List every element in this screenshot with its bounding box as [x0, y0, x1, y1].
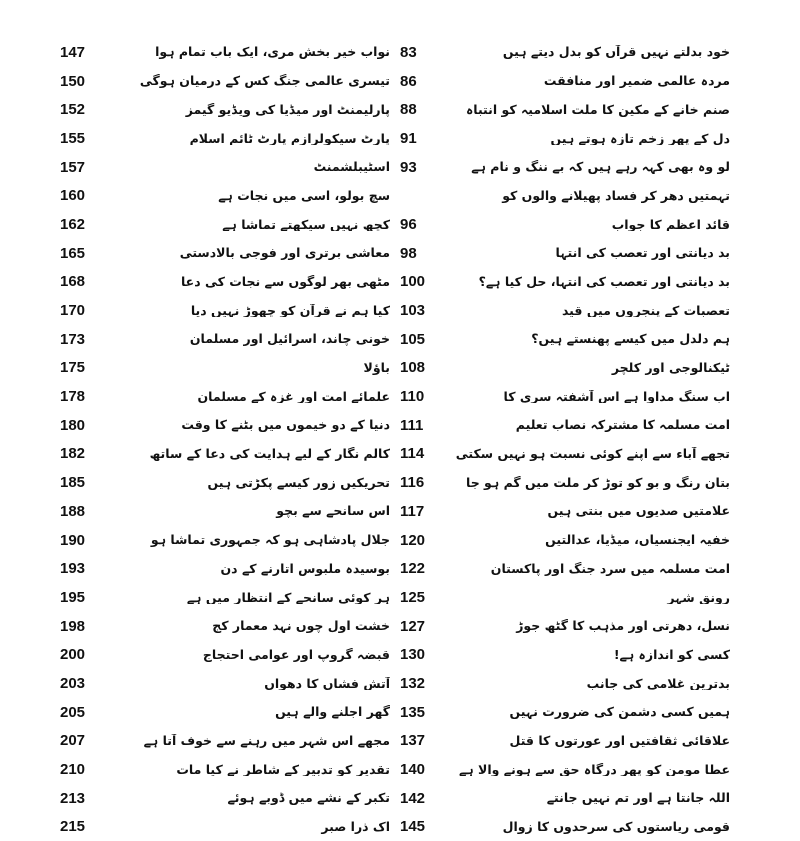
- toc-entry-title: تہمتیں دھر کر فساد پھیلانے والوں کو: [502, 188, 730, 203]
- toc-entry-title: سچ بولو، اسی میں نجات ہے: [218, 188, 390, 203]
- toc-entry-title: خفیہ ایجنسیاں، میڈیا، عدالتیں: [545, 533, 730, 547]
- toc-entry: [60, 784, 390, 813]
- toc-entry-title: مجھے اس شہر میں رہنے سے خوف آتا ہے: [143, 733, 390, 748]
- toc-entry: [400, 153, 730, 182]
- toc-page-number: 147: [60, 43, 86, 61]
- toc-page-number: 173: [60, 330, 86, 348]
- toc-page-number: 103: [400, 302, 426, 320]
- toc-page-number: 190: [60, 531, 86, 549]
- toc-entry-title: معاشی برتری اور فوجی بالادستی: [179, 246, 390, 261]
- toc-entry-title: امت مسلمہ میں سرد جنگ اور پاکستان: [490, 561, 730, 576]
- toc-entry-title: خشت اول چوں نہد معمار کج: [212, 619, 390, 633]
- toc-entry: [400, 95, 730, 124]
- toc-entry-title: مردہ عالمی ضمیر اور منافقت: [543, 74, 730, 88]
- toc-entry-title: تجھے آباء سے اپنے کوئی نسبت ہو نہیں سکتی: [455, 447, 730, 461]
- toc-page-number: 142: [400, 789, 426, 807]
- toc-page-number: 108: [400, 359, 426, 377]
- toc-entry: [60, 382, 390, 411]
- toc-page-number: 165: [60, 244, 86, 262]
- toc-entry: [60, 698, 390, 727]
- toc-page-number: 135: [400, 703, 426, 721]
- toc-entry: [400, 554, 730, 583]
- toc-page-number: 205: [60, 703, 86, 721]
- toc-entry: [400, 669, 730, 698]
- toc-page-number: 198: [60, 617, 86, 635]
- toc-entry: [60, 612, 390, 641]
- toc-entry-title: نسل، دھرتی اور مذہب کا گٹھ جوڑ: [516, 619, 730, 633]
- toc-entry-title: تحریکیں زور کیسے پکڑتی ہیں: [207, 475, 390, 490]
- toc-entry: [400, 612, 730, 641]
- toc-page-number: 116: [400, 474, 425, 492]
- toc-column-left: [60, 38, 390, 841]
- toc-entry-title: مٹھی بھر لوگوں سے نجات کی دعا: [180, 274, 390, 289]
- toc-page-number: 207: [60, 732, 86, 750]
- toc-page-number: 162: [60, 215, 86, 233]
- toc-entry: [400, 268, 730, 297]
- toc-entry-title: رونق شہر: [667, 590, 730, 605]
- toc-entry: [60, 554, 390, 583]
- toc-entry: [400, 698, 730, 727]
- toc-entry: [60, 755, 390, 784]
- toc-entry-title: نواب خیر بخش مری، ایک باب تمام ہوا: [155, 45, 390, 60]
- toc-entry: [60, 296, 390, 325]
- toc-entry: [60, 813, 390, 841]
- toc-entry: [60, 38, 390, 67]
- toc-page-number: 125: [400, 588, 426, 606]
- toc-page-number: 88: [400, 101, 417, 119]
- toc-page-number: 210: [60, 761, 86, 779]
- toc-entry: [400, 210, 730, 239]
- toc-page-number: 145: [400, 818, 426, 836]
- toc-entry: [400, 784, 730, 813]
- toc-page-number: 120: [400, 531, 426, 549]
- toc-entry: [400, 124, 730, 153]
- toc-entry: [60, 640, 390, 669]
- toc-entry: [400, 755, 730, 784]
- toc-entry-title: امت مسلمہ کا مشترکہ نصاب تعلیم: [515, 418, 730, 433]
- toc-entry-title: بدترین غلامی کی جانب: [586, 676, 730, 691]
- toc-page-number: 170: [60, 302, 86, 320]
- toc-entry: [400, 325, 730, 354]
- toc-entry-title: ہمیں کسی دشمن کی ضرورت نہیں: [509, 705, 730, 720]
- toc-page-number: 127: [400, 617, 426, 635]
- toc-page-number: 91: [400, 129, 417, 147]
- toc-entry: [400, 440, 730, 469]
- toc-entry-title: صنم خانے کے مکین کا ملت اسلامیہ کو انتباہ: [465, 102, 730, 117]
- toc-page-number: 105: [400, 330, 426, 348]
- toc-entry-title: تیسری عالمی جنگ کس کے درمیان ہوگی: [139, 74, 390, 88]
- toc-page-number: 160: [60, 187, 86, 205]
- toc-page-number: 111: [400, 416, 424, 434]
- toc-entry: [400, 526, 730, 555]
- toc-page-number: 203: [60, 674, 86, 692]
- toc-entry-title: لو وہ بھی کہہ رہے ہیں کہ بے ننگ و نام ہے: [471, 160, 730, 174]
- toc-entry: [60, 583, 390, 612]
- toc-page-number: 213: [60, 789, 86, 807]
- toc-column-right: [400, 38, 730, 841]
- toc-entry-title: آتش فشاں کا دھواں: [264, 676, 390, 691]
- toc-entry: [400, 411, 730, 440]
- toc-page-number: 83: [400, 43, 417, 61]
- toc-entry: [400, 181, 730, 210]
- toc-page-number: 188: [60, 502, 86, 520]
- toc-entry: [60, 67, 390, 96]
- toc-entry-title: بد دیانتی اور تعصب کی انتہا، حل کیا ہے؟: [478, 274, 730, 289]
- toc-entry: [60, 181, 390, 210]
- toc-entry-title: دنیا کے دو خیموں میں بٹنے کا وقت: [181, 418, 390, 433]
- toc-entry-title: اسٹیبلشمنٹ: [313, 160, 390, 174]
- toc-entry: [400, 468, 730, 497]
- toc-page-number: 122: [400, 560, 426, 578]
- toc-entry-title: کالم نگار کے لیے ہدایت کی دعا کے ساتھ: [149, 447, 390, 461]
- toc-entry-title: کیا ہم نے قرآن کو چھوڑ نہیں دیا: [190, 303, 390, 318]
- toc-page-number: 215: [60, 818, 86, 836]
- toc-entry: [400, 813, 730, 841]
- toc-page-number: 86: [400, 72, 417, 90]
- toc-page-number: 110: [400, 388, 425, 406]
- toc-entry: [60, 354, 390, 383]
- toc-entry-title: جلال پادشاہی ہو کہ جمہوری تماشا ہو: [150, 533, 390, 547]
- toc-page-number: 195: [60, 588, 86, 606]
- toc-page-number: 140: [400, 761, 426, 779]
- toc-entry-title: قائد اعظم کا جواب: [611, 217, 730, 232]
- toc-page-number: 114: [400, 445, 425, 463]
- toc-entry-title: ہر کوئی سانحے کے انتظار میں ہے: [186, 590, 390, 605]
- toc-page-number: 182: [60, 445, 86, 463]
- toc-entry: [60, 440, 390, 469]
- toc-entry: [60, 669, 390, 698]
- toc-entry-title: بد دیانتی اور تعصب کی انتہا: [555, 246, 730, 261]
- toc-entry: [400, 354, 730, 383]
- toc-entry: [60, 210, 390, 239]
- toc-entry-title: اک ذرا صبر: [321, 820, 390, 834]
- toc-page-number: 157: [60, 158, 86, 176]
- toc-entry-title: قومی ریاستوں کی سرحدوں کا زوال: [502, 820, 730, 834]
- toc-entry-title: قبضہ گروپ اور عوامی احتجاج: [202, 647, 390, 662]
- toc-entry-title: عطا مومن کو پھر درگاہ حق سے ہونے والا ہے: [459, 762, 730, 777]
- toc-entry: [400, 239, 730, 268]
- toc-entry: [60, 497, 390, 526]
- toc-entry-title: کچھ نہیں سیکھتے تماشا ہے: [222, 217, 390, 232]
- toc-page-number: 168: [60, 273, 86, 291]
- toc-entry: [400, 583, 730, 612]
- toc-entry: [400, 38, 730, 67]
- toc-entry-title: کسی کو اندازہ ہے!: [613, 647, 730, 662]
- toc-entry-title: علاقائی ثقافتیں اور عورتوں کا قتل: [509, 733, 730, 748]
- toc-page-number: 137: [400, 732, 426, 750]
- toc-entry: [60, 526, 390, 555]
- toc-page-number: 98: [400, 244, 417, 262]
- toc-entry: [60, 153, 390, 182]
- toc-entry: [400, 296, 730, 325]
- toc-entry: [60, 468, 390, 497]
- toc-entry: [60, 95, 390, 124]
- toc-page-number: 178: [60, 388, 86, 406]
- toc-page-number: 132: [400, 674, 426, 692]
- toc-page-number: 100: [400, 273, 426, 291]
- toc-page-number: 93: [400, 158, 417, 176]
- toc-entry-title: پارٹ سیکولرازم پارٹ ٹائم اسلام: [189, 131, 390, 146]
- toc-page-number: 96: [400, 215, 417, 233]
- toc-entry-title: خود بدلتے نہیں قرآں کو بدل دیتے ہیں: [502, 45, 730, 60]
- toc-entry-title: علمائے امت اور غزہ کے مسلمان: [197, 389, 390, 404]
- toc-entry: [60, 124, 390, 153]
- toc-entry-title: باؤلا: [363, 361, 390, 375]
- toc-page-number: 193: [60, 560, 86, 578]
- toc-entry-title: اب سنگ مداوا ہے اس آشفتہ سری کا: [503, 389, 730, 404]
- toc-entry: [60, 727, 390, 756]
- toc-entry-title: بوسیدہ ملبوس اتارنے کے دن: [220, 561, 390, 576]
- toc-page-number: 200: [60, 646, 86, 664]
- toc-page-number: 175: [60, 359, 86, 377]
- toc-entry-title: ہم دلدل میں کیسے پھنستے ہیں؟: [531, 332, 730, 347]
- toc-page-number: 117: [400, 502, 425, 520]
- toc-entry: [400, 382, 730, 411]
- toc-entry-title: بتان رنگ و بو کو توڑ کر ملت میں گم ہو جا: [466, 475, 730, 490]
- toc-entry: [400, 727, 730, 756]
- toc-entry: [400, 67, 730, 96]
- toc-entry-title: دل کے پھر زخم تازہ ہوتے ہیں: [550, 131, 730, 146]
- toc-entry-title: خونی چاند، اسرائیل اور مسلمان: [189, 332, 390, 347]
- toc-page-number: 152: [60, 101, 86, 119]
- toc-entry: [60, 325, 390, 354]
- toc-entry-title: ٹیکنالوجی اور کلچر: [611, 361, 730, 375]
- toc-entry-title: تقدیر کو تدبیر کے شاطر نے کیا مات: [176, 762, 390, 777]
- toc-entry-title: تعصبات کے پنجروں میں قید: [561, 303, 730, 318]
- toc-page-number: 185: [60, 474, 86, 492]
- toc-entry-title: اللہ جانتا ہے اور تم نہیں جانتے: [546, 791, 730, 806]
- toc-page-number: 180: [60, 416, 86, 434]
- toc-page-number: 155: [60, 129, 86, 147]
- toc-entry: [400, 640, 730, 669]
- toc-entry-title: علامتیں صدیوں میں بنتی ہیں: [547, 504, 730, 519]
- toc-entry-title: گھر اجلنے والے ہیں: [275, 705, 390, 720]
- toc-page-number: 150: [60, 72, 86, 90]
- toc-entry: [400, 497, 730, 526]
- toc-entry: [60, 268, 390, 297]
- toc-entry-title: پارلیمنٹ اور میڈیا کی ویڈیو گیمز: [185, 102, 390, 117]
- toc-entry: [60, 411, 390, 440]
- toc-entry-title: تکبر کے نشے میں ڈوبے ہوئے: [227, 791, 390, 806]
- toc-page-number: 130: [400, 646, 426, 664]
- toc-entry-title: اس سانحے سے بچو: [276, 504, 390, 519]
- toc-entry: [60, 239, 390, 268]
